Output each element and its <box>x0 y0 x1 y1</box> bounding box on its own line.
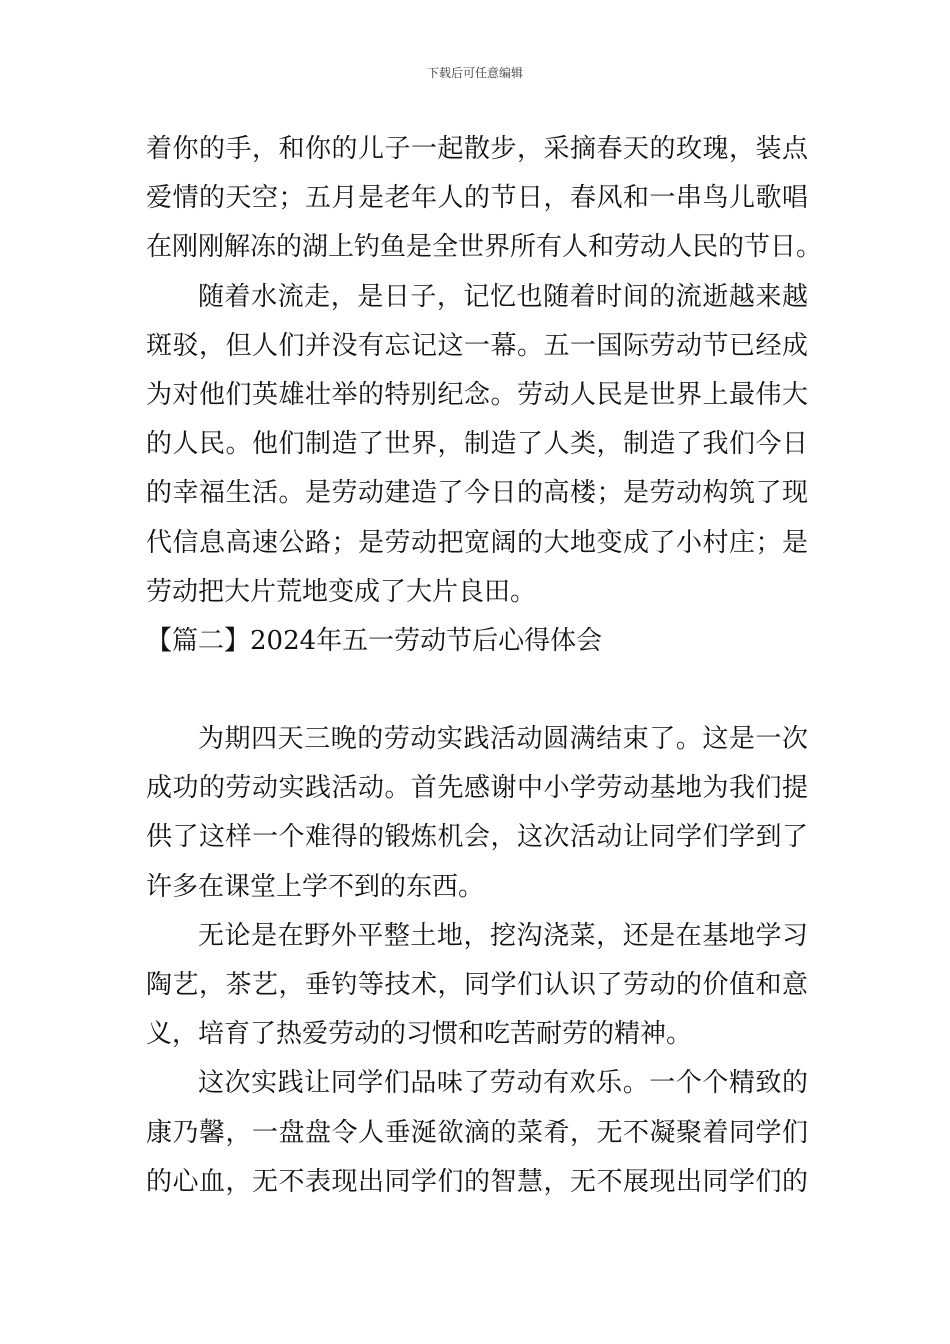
text-line: 这次实践让同学们品味了劳动有欢乐。一个个精致的 <box>198 1068 808 1099</box>
text-line: 爱情的天空；五月是老年人的节日，春风和一串鸟儿歌唱 <box>146 183 808 214</box>
text-line: 的心血，无不表现出同学们的智慧，无不展现出同学们的 <box>146 1166 808 1197</box>
text-line: 代信息高速公路；是劳动把宽阔的大地变成了小村庄；是 <box>146 527 808 558</box>
text-line: 陶艺，茶艺，垂钓等技术，同学们认识了劳动的价值和意 <box>146 970 808 1000</box>
text-line: 康乃馨，一盘盘令人垂涎欲滴的菜肴，无不凝聚着同学们 <box>146 1117 808 1148</box>
text-line: 无论是在野外平整土地，挖沟浇菜，还是在基地学习 <box>198 920 808 951</box>
text-line: 的人民。他们制造了世界，制造了人类，制造了我们今日 <box>146 429 808 460</box>
text-line: 为期四天三晚的劳动实践活动圆满结束了。这是一次 <box>198 724 808 755</box>
text-line: 斑驳，但人们并没有忘记这一幕。五一国际劳动节已经成 <box>146 330 808 361</box>
text-line: 的幸福生活。是劳动建造了今日的高楼；是劳动构筑了现 <box>146 478 808 509</box>
page-header: 下载后可任意编辑 <box>426 66 523 80</box>
text-line: 随着水流走，是日子，记忆也随着时间的流逝越来越 <box>198 281 808 312</box>
text-line: 着你的手，和你的儿子一起散步，采摘春天的玫瑰，装点 <box>146 134 808 164</box>
text-line: 义，培育了热爱劳动的习惯和吃苦耐劳的精神。 <box>146 1019 693 1050</box>
text-line: 在刚刚解冻的湖上钓鱼是全世界所有人和劳动人民的节日。 <box>146 232 823 263</box>
text-line: 成功的劳动实践活动。首先感谢中小学劳动基地为我们提 <box>146 773 808 804</box>
text-line: 劳动把大片荒地变成了大片良田。 <box>146 576 537 607</box>
text-line: 许多在课堂上学不到的东西。 <box>146 871 485 902</box>
text-line: 供了这样一个难得的锻炼机会，这次活动让同学们学到了 <box>146 822 808 853</box>
text-line: 为对他们英雄壮举的特别纪念。劳动人民是世界上最伟大 <box>146 379 808 410</box>
blank-line <box>146 666 808 715</box>
document-body <box>146 125 823 1207</box>
section-heading: 【篇二】2024年五一劳动节后心得体会 <box>146 625 603 656</box>
